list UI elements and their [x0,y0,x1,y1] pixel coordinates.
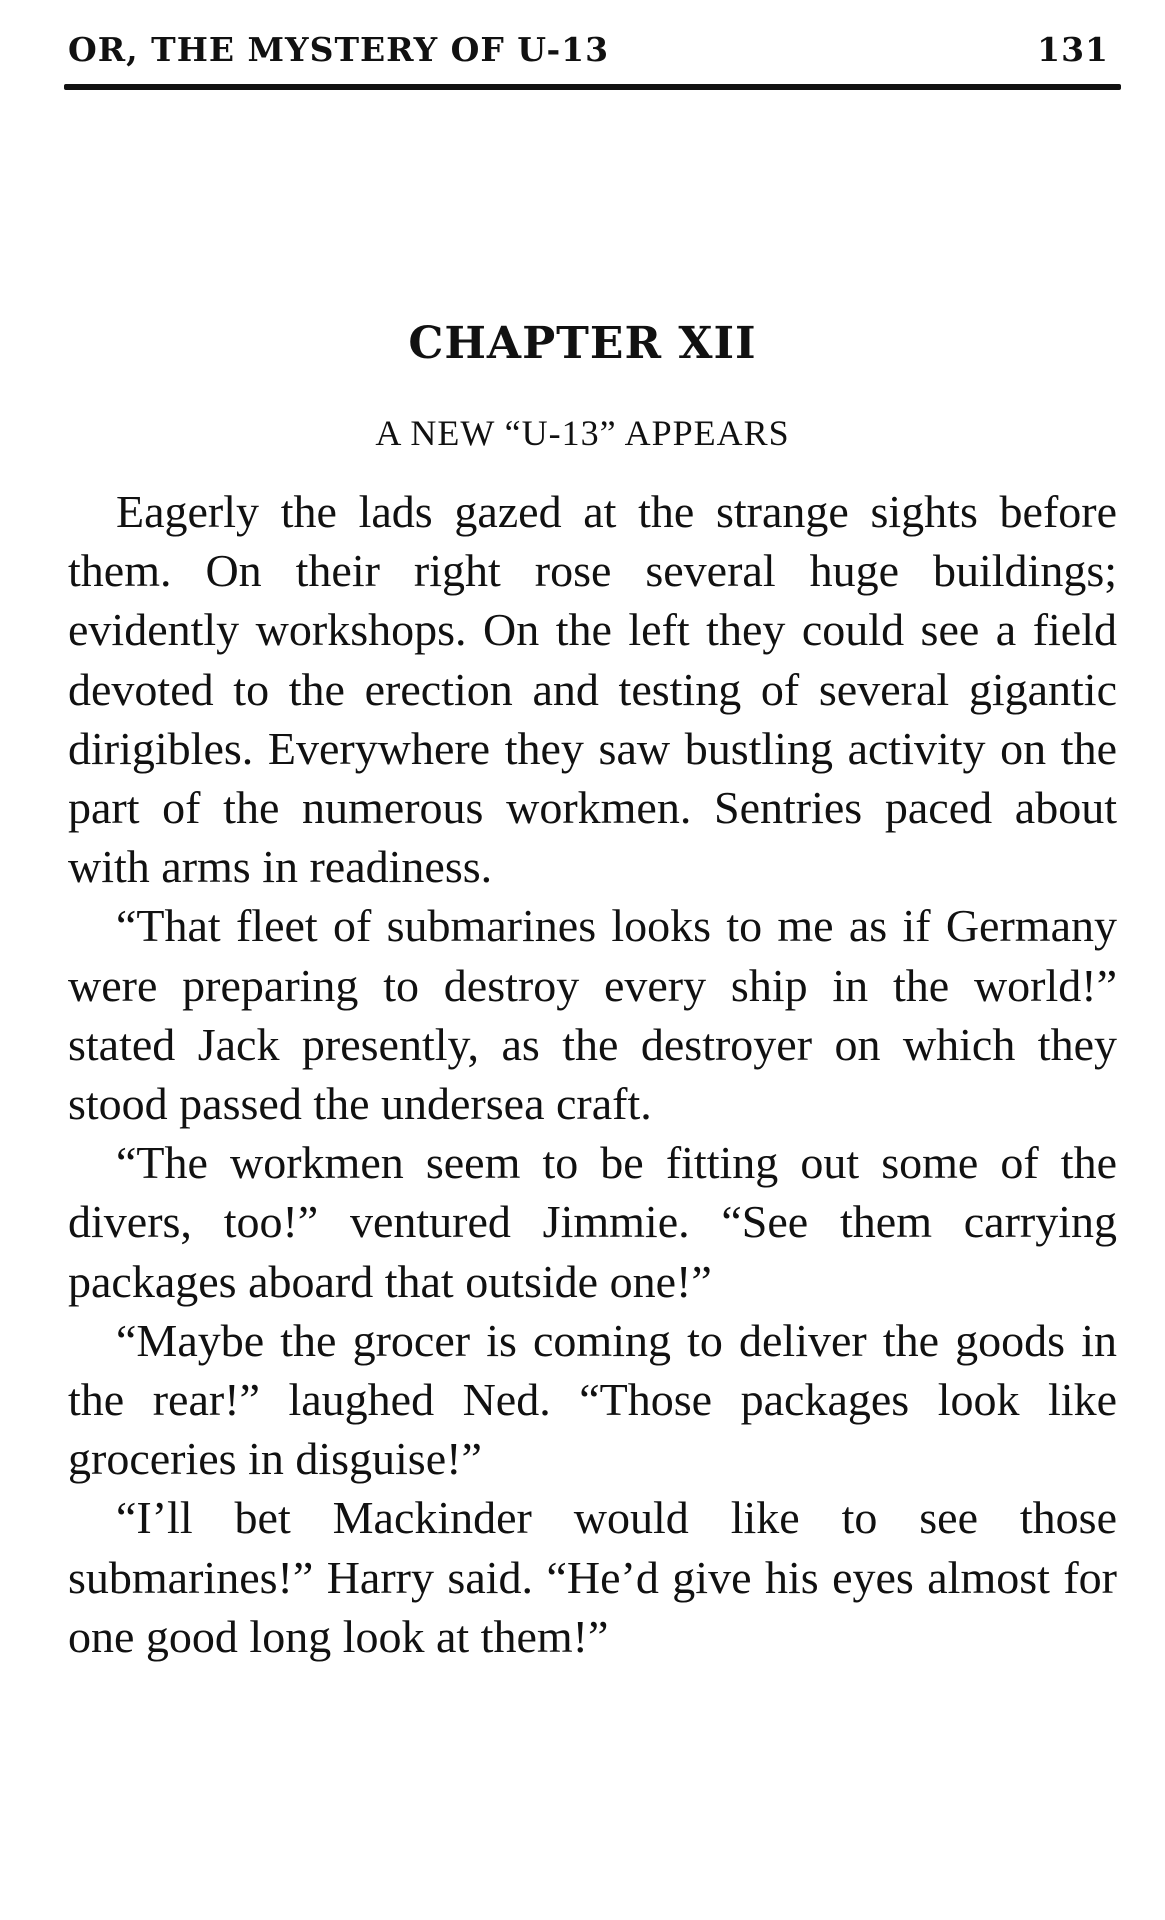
chapter-subtitle: A NEW “U-13” APPEARS [375,413,790,453]
header-rule [64,84,1121,90]
paragraph: “The workmen seem to be fitting out some of the divers, too!” ventured Jimmie. “See them carrying packages aboard that outside one!” [68,1137,1117,1307]
paragraph: “That fleet of submarines looks to me as if Germany were preparing to destroy every ship in the world!” stated Jack presently, as the destroyer on which they stood passed the undersea craft. [68,900,1117,1130]
running-title: OR, THE MYSTERY OF U-13 [68,30,610,69]
running-header [68,30,1117,82]
paragraph: “I’ll bet Mackinder would like to see those submarines!” Harry said. “He’d give his eyes almost for one good long look at them!” [68,1492,1117,1662]
paragraph: “Maybe the grocer is coming to deliver the goods in the rear!” laughed Ned. “Those packages look like groceries in disguise!” [68,1314,1117,1485]
paragraph: Eagerly the lads gazed at the strange sights before them. On their right rose several huge buildings; evidently workshops. On the left they could see a field devoted to the erection and testing of several gigantic dirigibles. Everywhere they saw bustling activity on the part of the numerous workmen. Sentries paced about with arms in readiness. [68,486,1117,893]
page-number: 131 [1037,30,1109,69]
chapter-title: CHAPTER XII [408,318,757,369]
chapter-body [68,482,1117,1666]
